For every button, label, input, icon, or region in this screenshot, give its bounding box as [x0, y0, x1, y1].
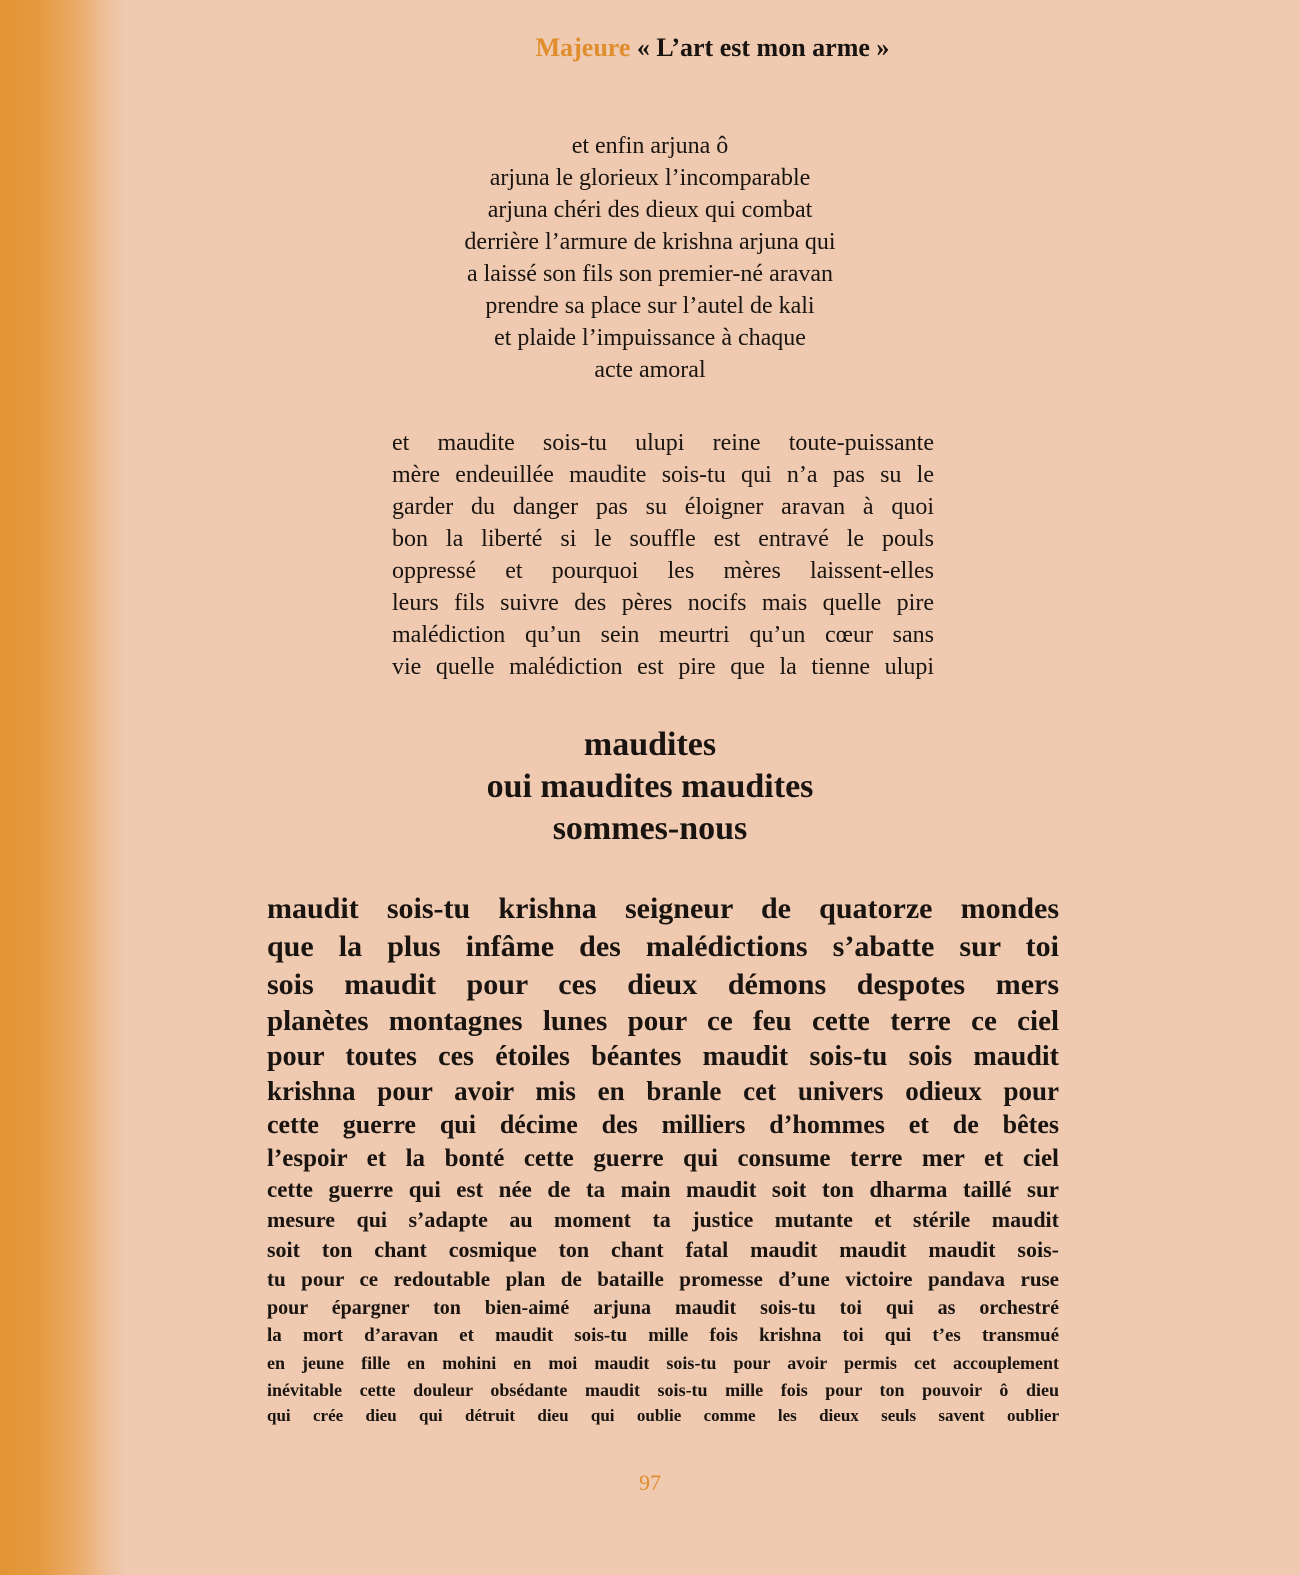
poem-line: planètes montagnes lunes pour ce feu cette terre ce ciel: [267, 1005, 1059, 1037]
running-head: [125, 33, 1300, 63]
poem-line: pour toutes ces étoiles béantes maudit sois-tu sois maudit: [267, 1041, 1059, 1072]
poem-line: prendre sa place sur l’autel de kali: [485, 293, 815, 319]
poem-line: oppressé et pourquoi les mères laissent-elles: [392, 558, 934, 584]
running-head-section: Majeure: [535, 33, 631, 62]
stanza-1-centered: [0, 130, 1300, 386]
poem-line: et maudite sois-tu ulupi reine toute-puissante: [392, 430, 934, 456]
poem-line: maudit sois-tu krishna seigneur de quatorze mondes: [267, 892, 1059, 925]
poem-line: vie quelle malédiction est pire que la tienne ulupi: [392, 654, 934, 680]
poem-line: mère endeuillée maudite sois-tu qui n’a pas su le: [392, 462, 934, 488]
poem-line: et enfin arjuna ô: [571, 133, 729, 159]
poem-line: la mort d’aravan et maudit sois-tu mille fois krishna toi qui t’es transmué: [267, 1325, 1059, 1346]
poem-line: qui crée dieu qui détruit dieu qui oublie comme les dieux seuls savent oublier: [267, 1406, 1059, 1425]
poem-line: cette guerre qui décime des milliers d’hommes et de bêtes: [267, 1110, 1059, 1139]
poem-line: maudites: [583, 726, 717, 763]
stanza-4-diminishing: [267, 890, 1059, 1429]
poem-line: arjuna chéri des dieux qui combat: [487, 197, 813, 223]
poem-line: et plaide l’impuissance à chaque: [494, 325, 806, 351]
poem-line: soit ton chant cosmique ton chant fatal maudit maudit maudit sois-: [267, 1237, 1059, 1262]
poem-line: garder du danger pas su éloigner aravan à quoi: [392, 494, 934, 520]
poem-line: arjuna le glorieux l’incomparable: [489, 165, 811, 191]
poem-line: en jeune fille en mohini en moi maudit sois-tu pour avoir permis cet accouplement: [267, 1353, 1059, 1373]
page-number: 97: [639, 1470, 661, 1495]
poem-line: sommes-nous: [552, 810, 748, 847]
poem-line: pour épargner ton bien-aimé arjuna maudit sois-tu toi qui as orchestré: [267, 1297, 1059, 1319]
poem-line: tu pour ce redoutable plan de bataille promesse d’une victoire pandava ruse: [267, 1267, 1059, 1291]
running-head-title: « L’art est mon arme »: [636, 33, 890, 62]
poem-line: l’espoir et la bonté cette guerre qui consume terre mer et ciel: [267, 1145, 1059, 1172]
poem-line: oui maudites maudites: [486, 768, 814, 805]
poem-line: krishna pour avoir mis en branle cet univers odieux pour: [267, 1076, 1059, 1106]
stanza-2-justified: [392, 427, 934, 683]
poem-line: inévitable cette douleur obsédante maudit sois-tu mille fois pour ton pouvoir ô dieu: [267, 1380, 1059, 1400]
poem-line: mesure qui s’adapte au moment ta justice mutante et stérile maudit: [267, 1207, 1059, 1232]
poem-line: que la plus infâme des malédictions s’abatte sur toi: [267, 930, 1059, 963]
poem-line: a laissé son fils son premier-né aravan: [466, 261, 834, 287]
poem-line: sois maudit pour ces dieux démons despotes mers: [267, 968, 1059, 1001]
poem-line: derrière l’armure de krishna arjuna qui: [464, 229, 836, 255]
stanza-3-refrain: [0, 724, 1300, 850]
poem-line: cette guerre qui est née de ta main maudit soit ton dharma taillé sur: [267, 1177, 1059, 1202]
poem-line: acte amoral: [594, 357, 706, 383]
poem-line: bon la liberté si le souffle est entravé le pouls: [392, 526, 934, 552]
poem-line: malédiction qu’un sein meurtri qu’un cœur sans: [392, 622, 934, 648]
poem-line: leurs fils suivre des pères nocifs mais quelle pire: [392, 590, 934, 616]
